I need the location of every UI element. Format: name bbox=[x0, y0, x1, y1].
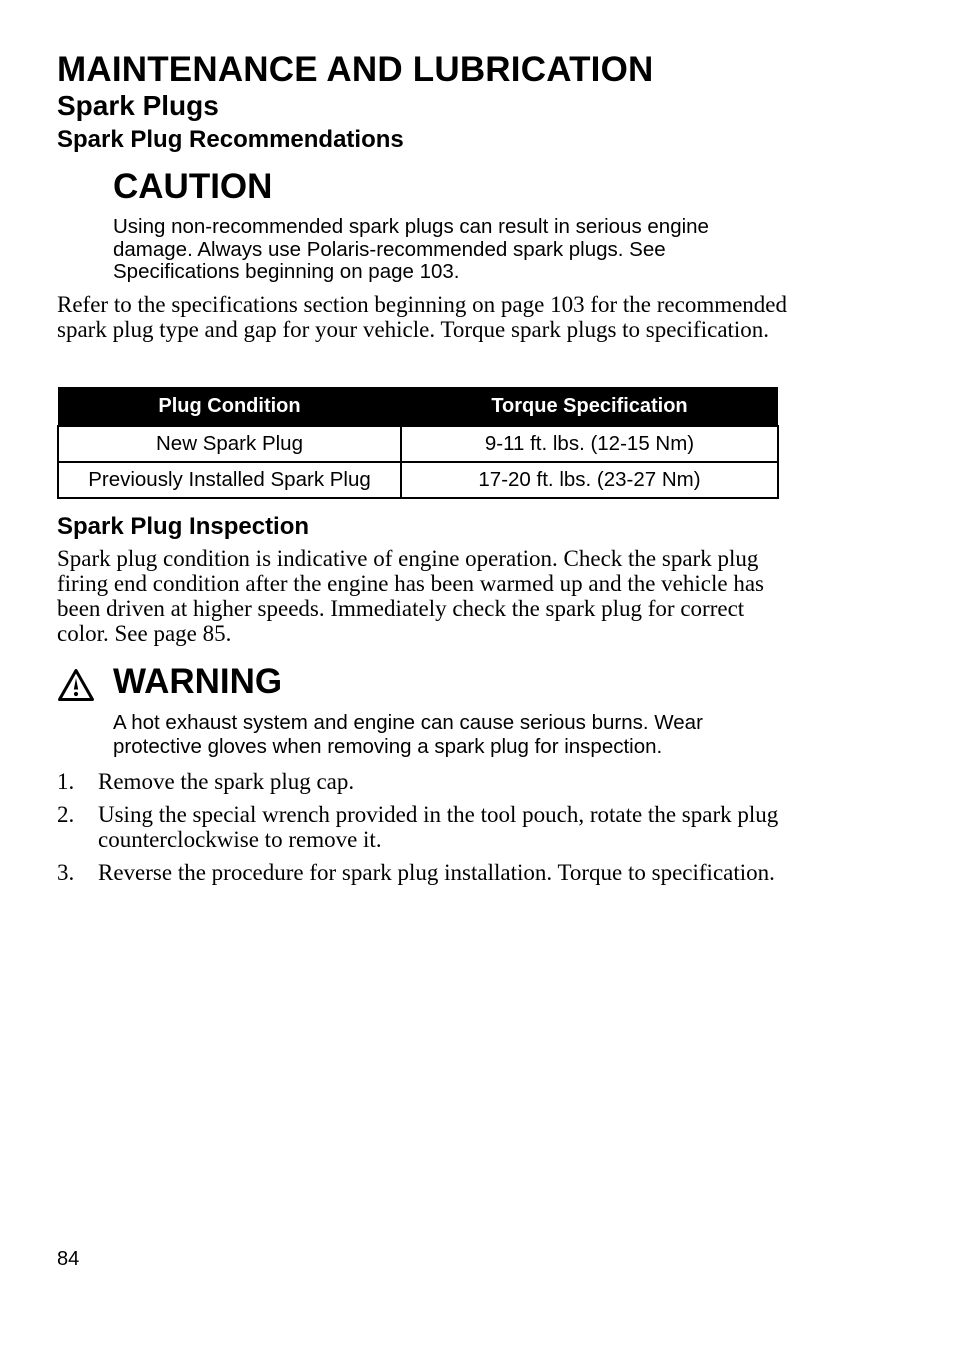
table-header-row bbox=[58, 387, 778, 426]
step-number: 3. bbox=[57, 860, 75, 885]
recommendations-paragraph: Refer to the specifications section beginning on page 103 for the recommended spark plug type and gap for your vehicle. Torque spark plugs to specification. bbox=[57, 292, 788, 342]
table-row bbox=[58, 426, 778, 462]
caution-text: Using non-recommended spark plugs can result in serious engine damage. Always use Polaris-recommended spark plugs. See Specifications beginning on page 103. bbox=[113, 215, 709, 283]
step-text: Reverse the procedure for spark plug installation. Torque to specification. bbox=[98, 860, 775, 885]
table-cell: Previously Installed Spark Plug bbox=[58, 462, 401, 498]
list-item bbox=[57, 802, 787, 852]
list-item bbox=[57, 769, 787, 794]
warning-title: WARNING bbox=[113, 662, 283, 701]
section-title: MAINTENANCE AND LUBRICATION bbox=[57, 50, 654, 89]
inspection-title: Spark Plug Inspection bbox=[57, 513, 310, 540]
step-text: Using the special wrench provided in the tool pouch, rotate the spark plug counterclockwise to remove it. bbox=[98, 802, 779, 852]
torque-spec-table bbox=[57, 387, 779, 499]
inspection-steps bbox=[57, 769, 787, 893]
warning-triangle-icon bbox=[58, 669, 94, 701]
table-cell: 17-20 ft. lbs. (23-27 Nm) bbox=[401, 462, 778, 498]
inspection-paragraph: Spark plug condition is indicative of engine operation. Check the spark plug firing end condition after the engine has been warmed up and the vehicle has been driven at higher speeds. Immediately check the spark plug for correct color. See page 85. bbox=[57, 546, 764, 646]
step-number: 1. bbox=[57, 769, 75, 794]
list-item bbox=[57, 860, 787, 885]
warning-text: A hot exhaust system and engine can cause serious burns. Wear protective gloves when removing a spark plug for inspection. bbox=[113, 711, 703, 758]
column-header-torque-spec: Torque Specification bbox=[401, 387, 778, 426]
topic-title: Spark Plug Recommendations bbox=[57, 126, 404, 153]
table-cell: New Spark Plug bbox=[58, 426, 401, 462]
subsection-title: Spark Plugs bbox=[57, 90, 219, 121]
table-cell: 9-11 ft. lbs. (12-15 Nm) bbox=[401, 426, 778, 462]
page-number: 84 bbox=[57, 1248, 80, 1270]
column-header-plug-condition: Plug Condition bbox=[58, 387, 401, 426]
step-text: Remove the spark plug cap. bbox=[98, 769, 355, 794]
step-number: 2. bbox=[57, 802, 75, 827]
caution-title: CAUTION bbox=[113, 167, 273, 206]
table-row bbox=[58, 462, 778, 498]
